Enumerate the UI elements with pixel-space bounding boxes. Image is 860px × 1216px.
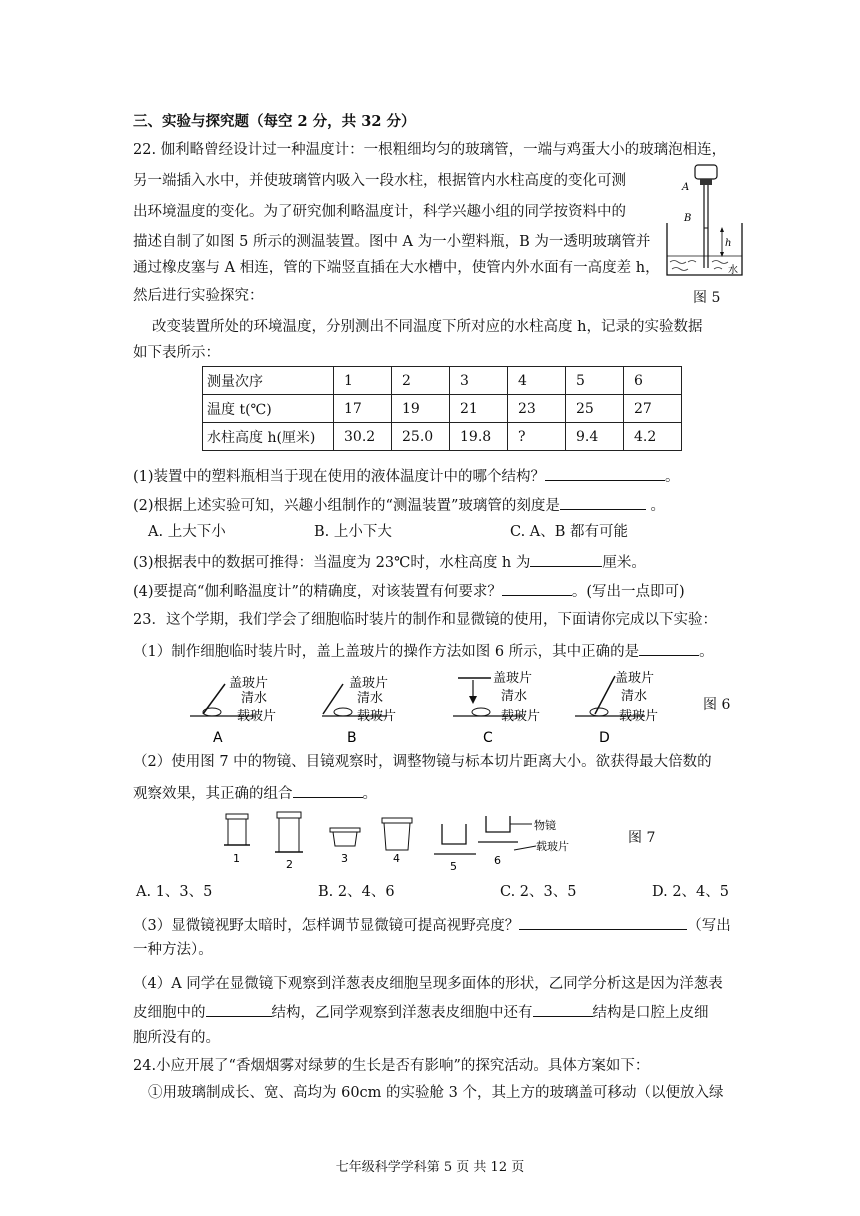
figure-7-lenses bbox=[214, 810, 584, 874]
table-cell: 4.2 bbox=[624, 423, 682, 451]
svg-text:4: 4 bbox=[393, 852, 400, 865]
fig7-lens-2 bbox=[275, 812, 303, 871]
q23-sub1-end: 。 bbox=[699, 644, 714, 660]
q22-intro-1: 改变装置所处的环境温度，分别测出不同温度下所对应的水柱高度 h，记录的实验数据 bbox=[152, 319, 703, 335]
q22-option-a: A. 上大下小 bbox=[148, 524, 226, 540]
q22-sub2-text: (2)根据上述实验可知，兴趣小组制作的“测温装置”玻璃管的刻度是 bbox=[133, 498, 560, 514]
q23-option-c: C. 2、3、5 bbox=[500, 884, 577, 900]
q23-sub1 bbox=[133, 640, 714, 662]
figure-6-coverslip-methods bbox=[185, 668, 685, 748]
svg-text:物镜: 物镜 bbox=[534, 819, 556, 832]
svg-text:3: 3 bbox=[341, 852, 348, 865]
q23-sub3-answer-blank[interactable] bbox=[519, 914, 687, 930]
q23-sub1-text: （1）制作细胞临时装片时，盖上盖玻片的操作方法如图 6 所示，其中正确的是 bbox=[133, 644, 640, 660]
q23-sub4-line-3: 胞所没有的。 bbox=[133, 1030, 220, 1046]
svg-text:清水: 清水 bbox=[357, 691, 384, 706]
q23-stem: 23．这个学期，我们学会了细胞临时装片的制作和显微镜的使用，下面请你完成以下实验： bbox=[133, 612, 717, 628]
fig6-option-d bbox=[575, 670, 658, 746]
q22-sub4 bbox=[133, 580, 685, 602]
figure-5-thermometer bbox=[662, 163, 746, 281]
q22-sub2-answer-blank[interactable] bbox=[560, 494, 646, 510]
fig7-lens-4 bbox=[382, 818, 412, 865]
q23-sub4-line-1: （4）A 同学在显微镜下观察到洋葱表皮细胞呈现多面体的形状，乙同学分析这是因为洋葱表 bbox=[133, 976, 723, 992]
q24-stem: 24.小应开展了“香烟烟雾对绿萝的生长是否有影响”的探究活动。具体方案如下： bbox=[133, 1058, 650, 1074]
q23-sub3 bbox=[133, 914, 731, 936]
fig7-lens-3 bbox=[330, 828, 360, 865]
svg-text:B: B bbox=[347, 730, 357, 746]
q23-sub2-answer-blank[interactable] bbox=[293, 782, 363, 798]
fig6-option-b bbox=[322, 675, 396, 746]
page-footer: 七年级科学学科第 5 页 共 12 页 bbox=[335, 1160, 525, 1175]
fig5-water-label: 水 bbox=[728, 265, 738, 276]
q23-sub2-line-1: （2）使用图 7 中的物镜、目镜观察时，调整物镜与标本切片距离大小。欲获得最大倍数的 bbox=[133, 754, 712, 770]
table-cell: 水柱高度 h(厘米) bbox=[203, 423, 334, 451]
figure-7-label: 图 7 bbox=[628, 830, 656, 846]
svg-text:载玻片: 载玻片 bbox=[237, 709, 277, 724]
svg-text:1: 1 bbox=[233, 852, 240, 865]
svg-text:A: A bbox=[213, 730, 223, 746]
q23-sub3-line-2: 一种方法）。 bbox=[133, 942, 213, 958]
table-row bbox=[203, 423, 682, 451]
q23-option-b: B. 2、4、6 bbox=[318, 884, 395, 900]
q22-sub1-end: 。 bbox=[665, 469, 680, 485]
q23-sub4-text-2: 结构，乙同学观察到洋葱表皮细胞中还有 bbox=[271, 1005, 533, 1021]
figure-5-label: 图 5 bbox=[693, 290, 721, 306]
q22-sub2 bbox=[133, 494, 665, 516]
q23-sub2-end: 。 bbox=[362, 786, 377, 802]
q22-sub3 bbox=[133, 551, 646, 573]
q22-option-b: B. 上小下大 bbox=[314, 524, 392, 540]
q23-sub4-line-2 bbox=[133, 1001, 709, 1023]
table-cell: 23 bbox=[508, 395, 566, 423]
q23-sub2-text: 观察效果，其正确的组合 bbox=[133, 786, 293, 802]
table-cell: 25 bbox=[566, 395, 624, 423]
table-row bbox=[203, 367, 682, 395]
q23-sub4-text-3: 结构是口腔上皮细 bbox=[592, 1005, 709, 1021]
table-cell: 温度 t(℃) bbox=[203, 395, 334, 423]
table-cell: 3 bbox=[450, 367, 508, 395]
q22-line-6: 然后进行实验探究： bbox=[133, 288, 264, 304]
q23-sub4-answer-blank-2[interactable] bbox=[533, 1001, 593, 1017]
q22-sub2-end: 。 bbox=[650, 498, 665, 514]
q22-data-table bbox=[202, 366, 682, 451]
fig5-letter-a: A bbox=[682, 182, 690, 193]
table-cell: 4 bbox=[508, 367, 566, 395]
table-cell: 27 bbox=[624, 395, 682, 423]
svg-text:载玻片: 载玻片 bbox=[619, 709, 659, 724]
fig5-letter-h: h bbox=[725, 238, 732, 249]
table-cell: 2 bbox=[392, 367, 450, 395]
q22-option-c: C. A、B 都有可能 bbox=[510, 524, 629, 540]
table-cell: 19.8 bbox=[450, 423, 508, 451]
table-cell: 17 bbox=[334, 395, 392, 423]
svg-text:清水: 清水 bbox=[241, 691, 268, 706]
q22-sub3-answer-blank[interactable] bbox=[530, 551, 602, 567]
q22-sub4-answer-blank[interactable] bbox=[502, 580, 572, 596]
fig7-lens-1 bbox=[224, 814, 250, 865]
q23-option-a: A. 1、3、5 bbox=[136, 884, 213, 900]
svg-text:2: 2 bbox=[286, 858, 293, 871]
table-cell: 1 bbox=[334, 367, 392, 395]
q22-sub4-end: 。(写出一点即可) bbox=[571, 584, 685, 600]
q23-sub2-line-2 bbox=[133, 782, 377, 804]
svg-text:载玻片: 载玻片 bbox=[501, 709, 541, 724]
q22-sub1 bbox=[133, 465, 680, 487]
svg-text:清水: 清水 bbox=[621, 689, 648, 704]
table-cell: 21 bbox=[450, 395, 508, 423]
fig5-letter-b: B bbox=[684, 213, 692, 224]
q22-sub1-text: (1)装置中的塑料瓶相当于现在使用的液体温度计中的哪个结构？ bbox=[133, 469, 546, 485]
table-cell: 25.0 bbox=[392, 423, 450, 451]
svg-text:6: 6 bbox=[494, 854, 501, 867]
q23-sub3-end: （写出 bbox=[687, 918, 731, 934]
q23-sub4-answer-blank-1[interactable] bbox=[206, 1001, 272, 1017]
table-cell: 30.2 bbox=[334, 423, 392, 451]
q23-sub1-answer-blank[interactable] bbox=[639, 640, 699, 656]
q24-line-1: ①用玻璃制成长、宽、高均为 60cm 的实验舱 3 个，其上方的玻璃盖可移动（以便放入绿 bbox=[148, 1085, 724, 1101]
table-cell: ? bbox=[508, 423, 566, 451]
fig6-option-a bbox=[190, 675, 276, 746]
q22-sub1-answer-blank[interactable] bbox=[545, 465, 665, 481]
q22-sub3-end: 厘米。 bbox=[602, 555, 646, 571]
q23-option-d: D. 2、4、5 bbox=[652, 884, 730, 900]
q22-intro-2: 如下表所示： bbox=[133, 345, 220, 361]
fig7-lens-5 bbox=[434, 824, 476, 873]
q23-sub4-text-1: 皮细胞中的 bbox=[133, 1005, 206, 1021]
svg-text:C: C bbox=[483, 730, 493, 746]
section-title: 三、实验与探究题（每空 2 分，共 32 分） bbox=[133, 113, 416, 130]
q22-line-3: 出环境温度的变化。为了研究伽利略温度计，科学兴趣小组的同学按资料中的 bbox=[133, 204, 626, 220]
fig7-lens-6 bbox=[478, 816, 569, 867]
svg-text:载玻片: 载玻片 bbox=[357, 709, 397, 724]
table-row bbox=[203, 395, 682, 423]
table-cell: 9.4 bbox=[566, 423, 624, 451]
q22-line-4: 描述自制了如图 5 所示的测温装置。图中 A 为一小塑料瓶，B 为一透明玻璃管并 bbox=[133, 234, 651, 250]
svg-text:盖玻片: 盖玻片 bbox=[615, 671, 655, 686]
svg-text:盖玻片: 盖玻片 bbox=[493, 671, 533, 686]
table-cell: 6 bbox=[624, 367, 682, 395]
fig6-option-c bbox=[453, 670, 540, 746]
table-cell: 测量次序 bbox=[203, 367, 334, 395]
svg-text:盖玻片: 盖玻片 bbox=[229, 676, 269, 691]
svg-text:盖玻片: 盖玻片 bbox=[349, 676, 389, 691]
table-cell: 5 bbox=[566, 367, 624, 395]
q22-line-1: 22. 伽利略曾经设计过一种温度计：一根粗细均匀的玻璃管，一端与鸡蛋大小的玻璃泡相连， bbox=[133, 142, 727, 158]
svg-text:载玻片: 载玻片 bbox=[536, 840, 569, 853]
figure-6-label: 图 6 bbox=[703, 697, 731, 713]
svg-text:5: 5 bbox=[450, 860, 457, 873]
q22-sub3-text: (3)根据表中的数据可推得：当温度为 23℃时，水柱高度 h 为 bbox=[133, 555, 531, 571]
table-cell: 19 bbox=[392, 395, 450, 423]
q22-line-5: 通过橡皮塞与 A 相连，管的下端竖直插在大水槽中，使管内外水面有一高度差 h， bbox=[133, 260, 660, 276]
q22-line-2: 另一端插入水中，并使玻璃管内吸入一段水柱，根据管内水柱高度的变化可测 bbox=[133, 173, 626, 189]
q22-sub4-text: (4)要提高“伽利略温度计”的精确度，对该装置有何要求？ bbox=[133, 584, 502, 600]
svg-text:D: D bbox=[599, 730, 610, 746]
svg-text:清水: 清水 bbox=[501, 689, 528, 704]
q23-sub3-text: （3）显微镜视野太暗时，怎样调节显微镜可提高视野亮度？ bbox=[133, 918, 520, 934]
